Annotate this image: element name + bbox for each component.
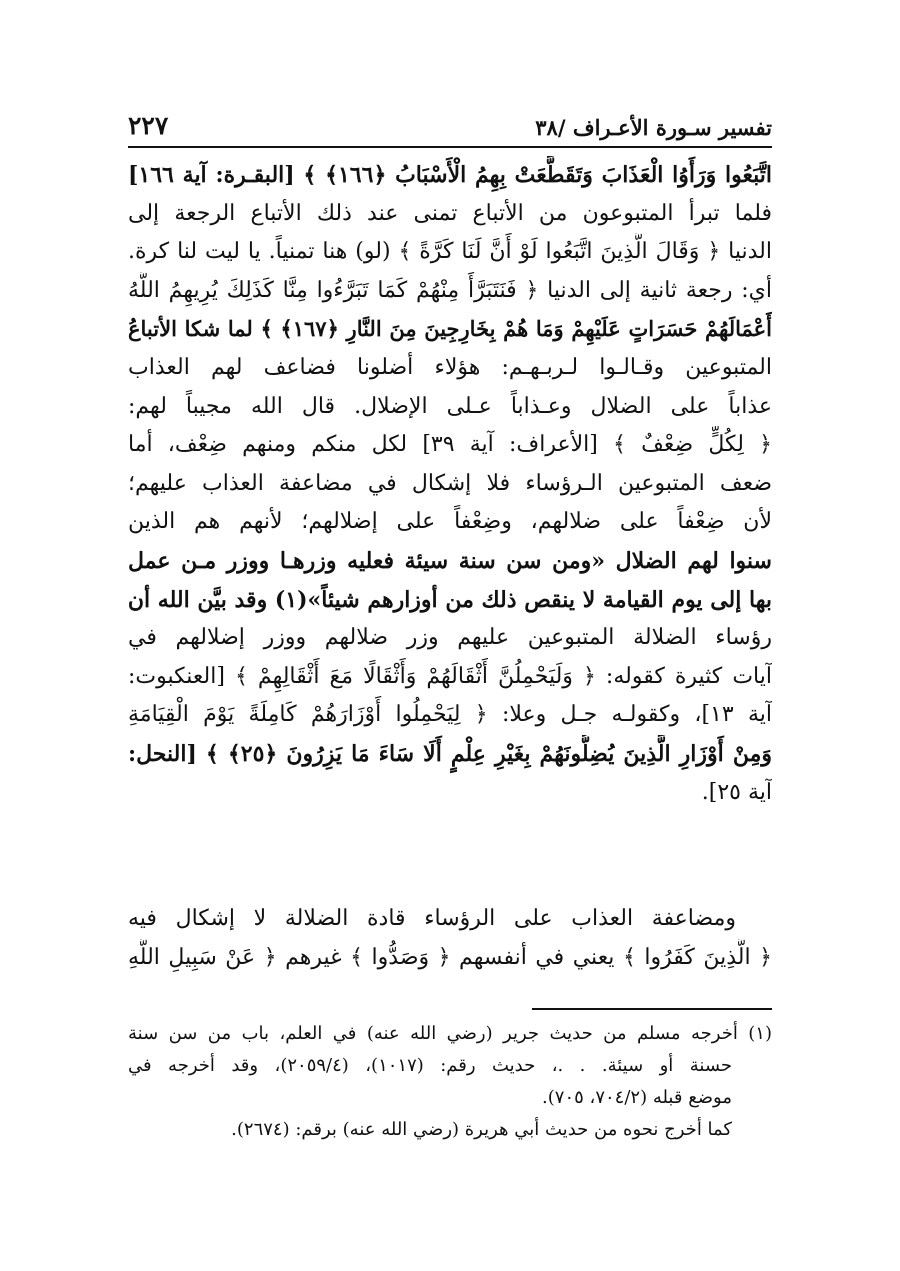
footnotes: [128, 1018, 772, 1146]
footnote-separator: [532, 1008, 772, 1010]
hadith-line: سنوا لهم الضلال «ومن سن سنة سيئة فعليه وزرهـا ووزر مـن عمل: [128, 547, 772, 574]
text-line: عذاباً على الضلال وعـذاباً عـلى الإضلال. قال الله مجيباً لهم:: [128, 393, 772, 419]
footnote-line: حسنة أو سيئة. . .، حديث رقم: (١٠١٧)، (٢٠٥٩/٤)، وقد أخرجه في: [128, 1055, 733, 1076]
footnote-line: (١) أخرجه مسلم من حديث جرير (رضي الله عنه) في العلم، باب من سن سنة: [128, 1023, 772, 1044]
text-line: الدنيا ﴿ وَقَالَ الَّذِينَ اتَّبَعُوا لَوْ أَنَّ لَنَا كَرَّةً ﴾ (لو) هنا تمنياً. يا ليت لنا كرة.: [128, 239, 772, 265]
text-line: المتبوعين وقـالـوا لـربـهـم: هؤلاء أضلونا فضاعف لهم العذاب: [128, 354, 772, 380]
text-line: أي: رجعة ثانية إلى الدنيا ﴿ فَنَتَبَرَّأَ مِنْهُمْ كَمَا تَبَرَّءُوا مِنَّا كَذَلِكَ يُرِيهِمُ اللَّهُ: [128, 277, 772, 303]
footnote-line: كما أخرج نحوه من حديث أبي هريرة (رضي الله عنه) برقم: (٢٦٧٤).: [231, 1119, 732, 1140]
text-line: فلما تبرأ المتبوعون من الأتباع تمنى عند ذلك الأتباع الرجعة إلى: [128, 200, 772, 226]
page-header: [128, 100, 772, 148]
hadith-line: بها إلى يوم القيامة لا ينقص ذلك من أوزارهم شيئاً»(١) وقد بيَّن الله أن: [128, 586, 772, 613]
text-line: لأن ضِعْفاً على ضلالهم، وضِعْفاً على إضلالهم؛ لأنهم هم الذين: [128, 509, 772, 535]
text-line: اتَّبَعُوا وَرَأَوُا الْعَذَابَ وَتَقَطَّعَتْ بِهِمُ الْأَسْبَابُ ﴿١٦٦﴾ ﴾ [البقـرة: آية ١٦٦]: [128, 162, 772, 188]
text-line: آية ٢٥].: [701, 779, 772, 805]
text-line: آية ١٣]، وكقولـه جـل وعلا: ﴿ لِيَحْمِلُوا أَوْزَارَهُمْ كَامِلَةً يَوْمَ الْقِيَامَةِ: [128, 702, 772, 728]
text-line: ومضاعفة العذاب على الرؤساء قادة الضلالة لا إشكال فيه: [128, 906, 736, 931]
text-line: ﴿ لِكُلٍّ ضِعْفٌ ﴾ [الأعراف: آية ٣٩] لكل منكم ومنهم ضِعْف، أما: [128, 432, 772, 458]
text-line: رؤساء الضلالة المتبوعين عليهم وزر ضلالهم ووزر إضلالهم في: [128, 625, 772, 651]
text-line: وَمِنْ أَوْزَارِ الَّذِينَ يُضِلُّونَهُمْ بِغَيْرِ عِلْمٍ أَلَا سَاءَ مَا يَزِرُونَ ﴿٢٥﴾ ﴾ [النحل:: [128, 740, 772, 767]
main-paragraph: [128, 156, 772, 812]
running-title: تفسير سـورة الأعـراف /٣٨: [535, 115, 772, 140]
page-number: ٢٢٧: [128, 111, 169, 140]
text-line: ضعف المتبوعين الـرؤساء فلا إشكال في مضاعفة العذاب عليهم؛: [128, 470, 772, 496]
text-line: أَعْمَالَهُمْ حَسَرَاتٍ عَلَيْهِمْ وَمَا هُمْ بِخَارِجِينَ مِنَ النَّارِ ﴿١٦٧﴾ ﴾ لما شكا الأتباعُ: [128, 316, 772, 342]
text-line: آيات كثيرة كقوله: ﴿ وَلَيَحْمِلُنَّ أَثْقَالَهُمْ وَأَثْقَالًا مَعَ أَثْقَالِهِمْ ﴾ [العنكبوت:: [128, 663, 772, 689]
second-paragraph: [128, 900, 772, 977]
text-line: ﴿ الَّذِينَ كَفَرُوا ﴾ يعني في أنفسهم ﴿ وَصَدُّوا ﴾ غيرهم ﴿ عَنْ سَبِيلِ اللَّهِ: [128, 944, 772, 970]
footnote-line: موضع قبله (٧٠٤/٢، ٧٠٥).: [542, 1087, 732, 1108]
